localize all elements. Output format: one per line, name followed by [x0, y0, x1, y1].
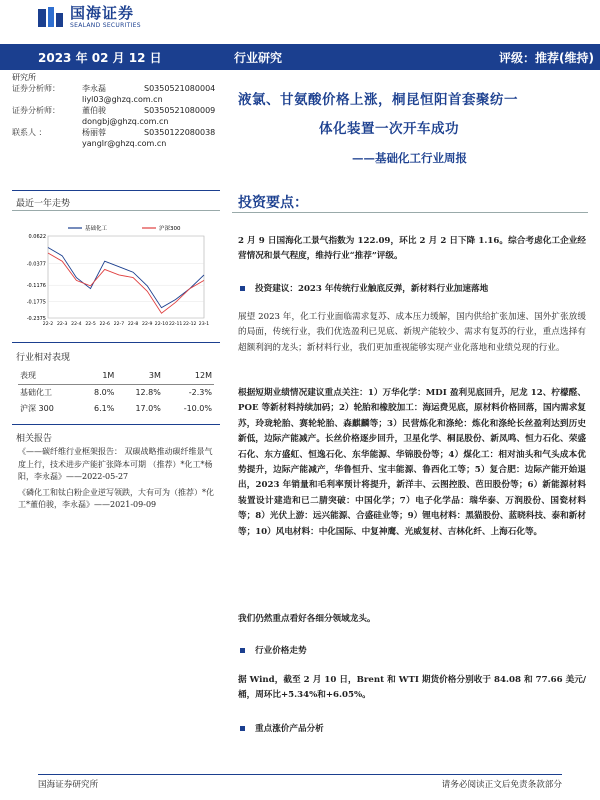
x-tick-label: 22-6	[99, 322, 110, 327]
y-tick-label: -0.1176	[26, 283, 46, 290]
analyst-email[interactable]: liyl03@ghzq.com.cn	[82, 95, 163, 104]
x-tick-label: 22-9	[142, 322, 153, 327]
divider	[12, 342, 220, 343]
related-report-item[interactable]: 《磷化工和钛白粉企业逆写领跌，大有可为（推荐）*化工*董伯骏，李永磊》——2021-09-09	[18, 487, 214, 509]
related-reports	[18, 446, 218, 515]
analyst-row: 联系人 ： 杨丽蓉 S0350122080038	[12, 128, 216, 137]
analyst-cert: S0350122080038	[144, 128, 216, 137]
table-row: 基础化工 8.0% 12.8% -2.3%	[20, 387, 212, 397]
institute-label: 研究所	[12, 73, 36, 82]
logo-name-cn: 国海证券	[70, 4, 135, 22]
analyst-email[interactable]: dongbj@ghzq.com.cn	[82, 117, 169, 126]
report-category: 行业研究	[234, 51, 283, 65]
related-report-item[interactable]: 《——碳纤维行业框架报告： 双碳战略推动碳纤维景气度上行，技术进步产能扩张降本可期 （推荐）*化工*杨阳，李永磊》——2022-05-27	[18, 447, 213, 481]
x-tick-label: 22-3	[56, 322, 68, 327]
report-rating: 评级：推荐(维持)	[499, 51, 594, 65]
logo-icon	[38, 7, 64, 29]
analyst-name: 李永磊	[82, 84, 106, 93]
x-tick-label: 22-11	[168, 322, 183, 327]
y-tick-label: -0.2375	[26, 316, 46, 322]
chart-frame	[48, 236, 204, 318]
table-row: 表现 1M 3M 12M	[18, 368, 214, 384]
footer-disclaimer[interactable]: 请务必阅读正文后免责条款部分	[441, 780, 562, 790]
related-heading: 相关报告	[16, 434, 53, 444]
analyst-block	[12, 72, 222, 149]
series-line-0	[48, 248, 204, 308]
paragraph-oil: 据 Wind，截至 2 月 10 日，Brent 和 WTI 期货价格分别收于 84.08 和 77.66 美元/桶，周环比+5.34%和+6.05%。	[238, 675, 586, 701]
x-tick-label: 23-1	[198, 322, 210, 327]
bullet-square-icon	[240, 726, 245, 731]
footer-institute: 国海证券研究所	[38, 780, 99, 790]
legend-label-b: 沪深300	[159, 226, 181, 232]
series-line-1	[48, 253, 204, 313]
y-tick-label: -0.0377	[26, 261, 46, 268]
bullet-square-icon	[240, 286, 245, 291]
report-date: 2023 年 02 月 12 日	[38, 51, 162, 65]
report-subtitle: ——基础化工行业周报	[352, 151, 467, 165]
x-tick-label: 22-7	[113, 322, 125, 327]
paragraph-recommendations: 根据短期业绩情况建议重点关注：1）万华化学：MDI 盈利见底回升，尼龙 12、柠檬醛、POE 等新材料持续加码；2）轮胎和橡胶加工：海运费见底，原材料价格回落，国内需求复苏，玲珑轮胎、赛轮轮胎、森麒麟等；3）民营炼化和涤纶：炼化和涤纶长丝盈利达到历史新低，边际产能减产。长丝价格逐步回升，卫星化学、桐昆股份、新凤鸣、恒力石化、荣盛石化、东方盛虹、恒逸石化、东华能源、华锦股份等；4）煤化工：相对油头和气头成本优势提升，边际产能减产，华鲁恒升、宝丰能源、鲁西化工等；5）复合肥：边际产能开始退出，2023 年销量和毛利率预计将提升，新洋丰、云图控股、芭田股份等；6）新能源材料装置设计建造和已二腈突破：中国化学；7）电子化学品：瑞华泰、万润股份、国瓷材料等；8）光伏上游：远兴能源、合盛硅业等；9）锂电材料：黑猫股份、蓝晓科技、泰和新材等；10）风电材料：中化国际、中复神鹰、光威复材、吉林化纤、上海石化等。	[238, 388, 586, 537]
x-tick-label: 22-5	[85, 322, 96, 327]
trend-heading: 最近一年走势	[16, 199, 71, 209]
analyst-email[interactable]: yanglr@ghzq.com.cn	[82, 139, 167, 148]
analyst-row: 证券分析师： 李永磊 S0350521080004	[12, 84, 216, 93]
x-tick-label: 22-8	[127, 322, 139, 327]
x-tick-label: 22-10	[154, 322, 169, 327]
footer-divider	[38, 774, 562, 775]
bullet-investment: 投资建议：2023 年传统行业触底反弹，新材料行业加速落地	[238, 282, 586, 294]
divider	[12, 424, 220, 425]
x-tick-label: 22-4	[71, 322, 82, 327]
trend-chart	[12, 218, 212, 330]
y-tick-label: -0.1775	[26, 299, 46, 306]
analyst-name: 杨丽蓉	[82, 128, 106, 137]
report-title-line1: 液氯、甘氨酸价格上涨，桐昆恒阳首套聚纺一	[238, 92, 518, 108]
performance-table	[18, 368, 214, 416]
report-title-line2: 体化装置一次开车成功	[319, 121, 459, 137]
table-row: 沪深 300 6.1% 17.0% -10.0%	[20, 403, 212, 413]
x-tick-label: 22-12	[183, 322, 197, 327]
analyst-name: 董伯骏	[82, 106, 106, 115]
paragraph-index: 2 月 9 日国海化工景气指数为 122.09，环比 2 月 2 日下降 1.16。综合考虑化工企业经营情况和景气程度，维持行业“推荐”评级。	[238, 236, 586, 262]
paragraph-leaders: 我们仍然重点看好各细分领域龙头。	[238, 614, 376, 624]
y-tick-label: 0.0622	[28, 234, 46, 240]
divider	[12, 190, 220, 191]
bullet-square-icon	[240, 648, 245, 653]
bullet-price-trend: 行业价格走势	[238, 644, 586, 656]
analyst-row: 证券分析师： 董伯骏 S0350521080009	[12, 106, 216, 115]
divider	[232, 212, 588, 213]
company-logo	[38, 6, 141, 29]
analyst-cert: S0350521080009	[144, 106, 216, 115]
header-bar	[0, 44, 600, 70]
bullet-key-products: 重点涨价产品分析	[238, 722, 586, 734]
legend-label-a: 基础化工	[85, 226, 108, 232]
paragraph-outlook: 展望 2023 年，化工行业面临需求复苏、成本压力缓解，国内供给扩张加速、国外扩张放缓的局面，传统行业，我们优选盈利已见底、新规产能较少、需求有复苏的行业，重点选择有超额利润的龙头；新材料行业，我们更加重视能够实现产业化落地和业绩兑现的行业。	[238, 312, 586, 353]
x-tick-label: 22-2	[42, 322, 54, 327]
analyst-cert: S0350521080004	[144, 84, 216, 93]
key-points-heading: 投资要点：	[238, 195, 308, 211]
logo-name-en: SEALAND SECURITIES	[70, 22, 141, 29]
performance-heading: 行业相对表现	[16, 353, 71, 363]
divider	[12, 210, 220, 211]
